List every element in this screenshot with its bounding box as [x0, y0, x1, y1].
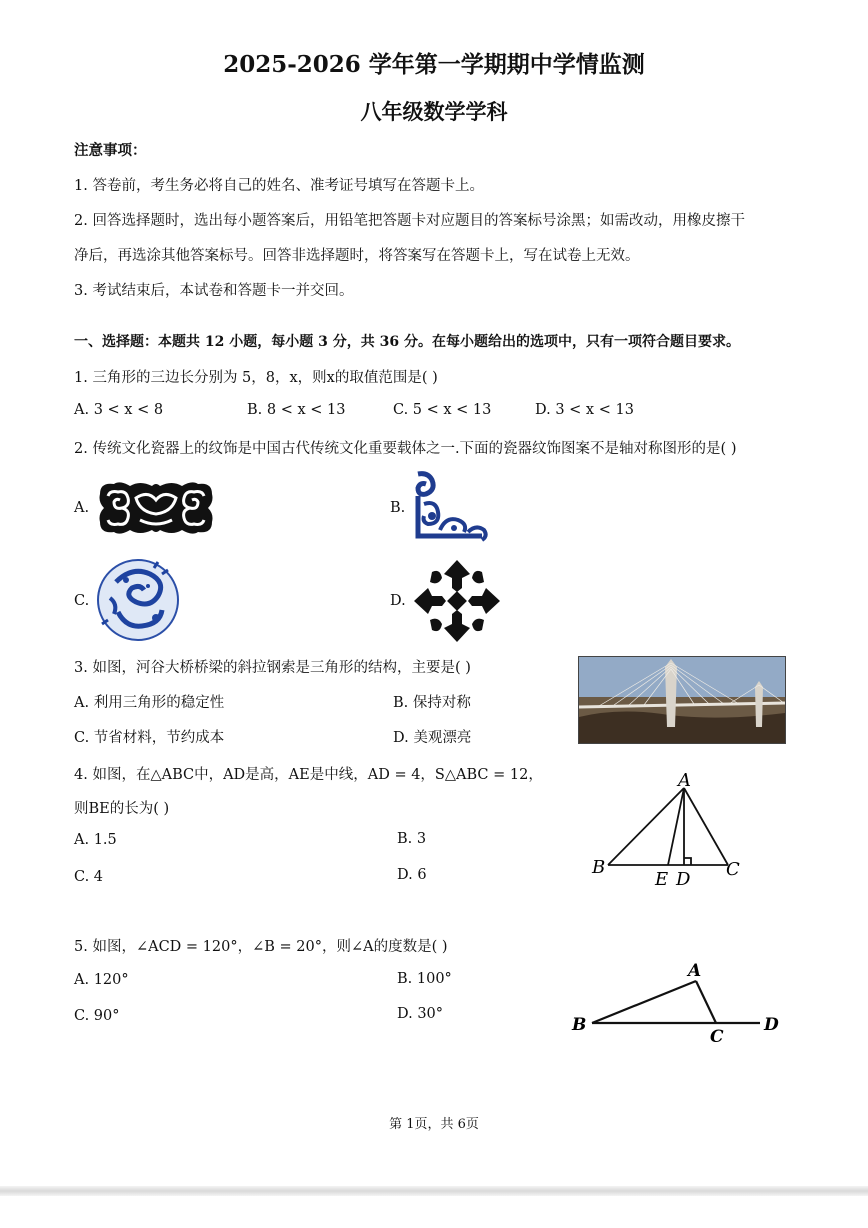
q1-option-c[interactable]: C. 5 < x < 13 — [393, 402, 492, 418]
q2-option-b[interactable]: B. — [390, 500, 406, 516]
q1-option-b[interactable]: B. 8 < x < 13 — [247, 402, 346, 418]
cloud-pattern-icon — [96, 478, 216, 538]
q4-stem-line-2: 则BE的长为( ) — [74, 801, 170, 817]
q4-option-b[interactable]: B. 3 — [397, 831, 427, 847]
exam-subtitle: 八年级数学学科 — [360, 99, 508, 124]
q4-label-b: B — [592, 857, 606, 878]
q4-option-c[interactable]: C. 4 — [74, 869, 104, 885]
q4-label-e: E — [655, 869, 669, 890]
q4-label-a: A — [678, 772, 691, 791]
q5-option-c[interactable]: C. 90° — [74, 1008, 120, 1024]
scan-edge-band — [0, 1186, 868, 1196]
q3-option-b[interactable]: B. 保持对称 — [393, 695, 471, 711]
q5-option-a[interactable]: A. 120° — [74, 972, 129, 988]
q5-label-b: B — [572, 1015, 587, 1035]
q1-option-d[interactable]: D. 3 < x < 13 — [535, 402, 634, 418]
q3-stem: 3. 如图，河谷大桥桥梁的斜拉钢索是三角形的结构，主要是( ) — [74, 660, 471, 676]
corner-scroll-pattern-icon — [410, 470, 490, 546]
q5-stem: 5. 如图，∠ACD = 120°，∠B = 20°，则∠A的度数是( ) — [74, 939, 448, 955]
exam-title: 2025-2026 学年第一学期期中学情监测 — [223, 51, 645, 78]
q2-option-c[interactable]: C. — [74, 593, 90, 609]
notice-heading: 注意事项： — [74, 142, 147, 159]
q4-triangle-figure — [588, 772, 748, 892]
q5-angle-figure — [568, 958, 788, 1050]
q4-option-d[interactable]: D. 6 — [397, 867, 427, 883]
q1-stem: 1. 三角形的三边长分别为 5，8，x，则x的取值范围是( ) — [74, 370, 438, 386]
q4-label-d: D — [676, 869, 691, 890]
notice-item-2-line-1: 2. 回答选择题时，选出每小题答案后，用铅笔把答题卡对应题目的答案标号涂黑；如需改动，用橡皮擦干 — [74, 213, 745, 229]
notice-item-1: 1. 答卷前，考生务必将自己的姓名、准考证号填写在答题卡上。 — [74, 178, 484, 194]
q3-option-d[interactable]: D. 美观漂亮 — [393, 730, 472, 746]
q5-label-d: D — [764, 1015, 779, 1035]
page-number: 第 1页，共 6页 — [389, 1117, 479, 1132]
q5-label-a: A — [688, 961, 702, 981]
bridge-photo — [578, 656, 786, 744]
q5-option-d[interactable]: D. 30° — [397, 1006, 444, 1022]
q3-option-c[interactable]: C. 节省材料，节约成本 — [74, 730, 225, 746]
q4-label-c: C — [726, 859, 740, 880]
fourfold-ornament-icon — [412, 558, 502, 644]
q1-option-a[interactable]: A. 3 < x < 8 — [74, 402, 164, 418]
section-1-heading: 一、选择题：本题共 12 小题，每小题 3 分，共 36 分。在每小题给出的选项中，只有一项符合题目要求。 — [74, 334, 740, 350]
notice-item-3: 3. 考试结束后，本试卷和答题卡一并交回。 — [74, 283, 354, 299]
dragon-medallion-icon — [96, 558, 180, 642]
q2-option-d[interactable]: D. — [390, 593, 406, 609]
notice-item-2-line-2: 净后，再选涂其他答案标号。回答非选择题时，将答案写在答题卡上，写在试卷上无效。 — [74, 248, 640, 264]
q5-option-b[interactable]: B. 100° — [397, 971, 452, 987]
q5-label-c: C — [710, 1027, 724, 1047]
q2-stem: 2. 传统文化瓷器上的纹饰是中国古代传统文化重要载体之一.下面的瓷器纹饰图案不是轴对称图形的是( ) — [74, 441, 737, 457]
q2-option-a[interactable]: A. — [74, 500, 90, 516]
q4-option-a[interactable]: A. 1.5 — [74, 832, 117, 848]
q4-stem-line-1: 4. 如图，在△ABC中，AD是高，AE是中线，AD = 4，S△ABC = 12， — [74, 767, 543, 783]
q3-option-a[interactable]: A. 利用三角形的稳定性 — [74, 695, 225, 711]
